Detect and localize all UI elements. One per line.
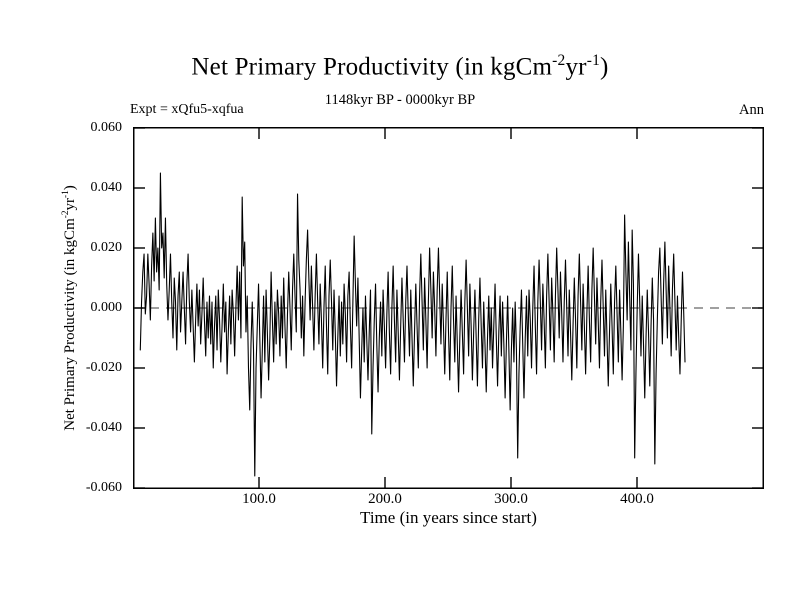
y-tick-label: 0.020 [90,240,122,255]
x-axis-label: Time (in years since start) [360,508,537,527]
x-tick-label: 300.0 [494,491,528,507]
data-series-line [140,173,685,476]
y-tick-label: 0.060 [90,120,122,135]
chart-title-mid: yr [565,53,587,81]
x-tick-label: 400.0 [620,491,654,507]
y-axis-label-sup1: -2 [61,210,71,219]
annotation-label: Ann [739,102,764,118]
chart-title-end: ) [600,53,609,81]
experiment-label: Expt = xQfu5-xqfua [130,102,244,117]
y-tick-label: -0.060 [85,480,122,495]
y-axis-label-part1: Net Primary Productivity (in kgCm [62,218,78,431]
x-tick-label: 200.0 [368,491,402,507]
chart-subtitle: 1148kyr BP - 0000kyr BP [324,92,476,108]
y-tick-label: 0.040 [90,180,122,195]
y-tick-label: -0.020 [85,360,122,375]
y-axis-label-end: ) [62,185,78,191]
y-axis-label-part2: yr [62,198,78,211]
y-tick-label: -0.040 [85,420,122,435]
x-tick-label: 100.0 [242,491,276,507]
plot-svg [133,127,764,489]
chart-title-main: Net Primary Productivity (in kgCm [191,53,553,81]
y-axis-label-sup2: -1 [61,190,71,199]
chart-title-sup1: -2 [552,52,566,69]
chart-title [0,52,800,81]
chart-title-sup2: -1 [586,52,601,69]
y-tick-label: 0.000 [90,300,122,315]
